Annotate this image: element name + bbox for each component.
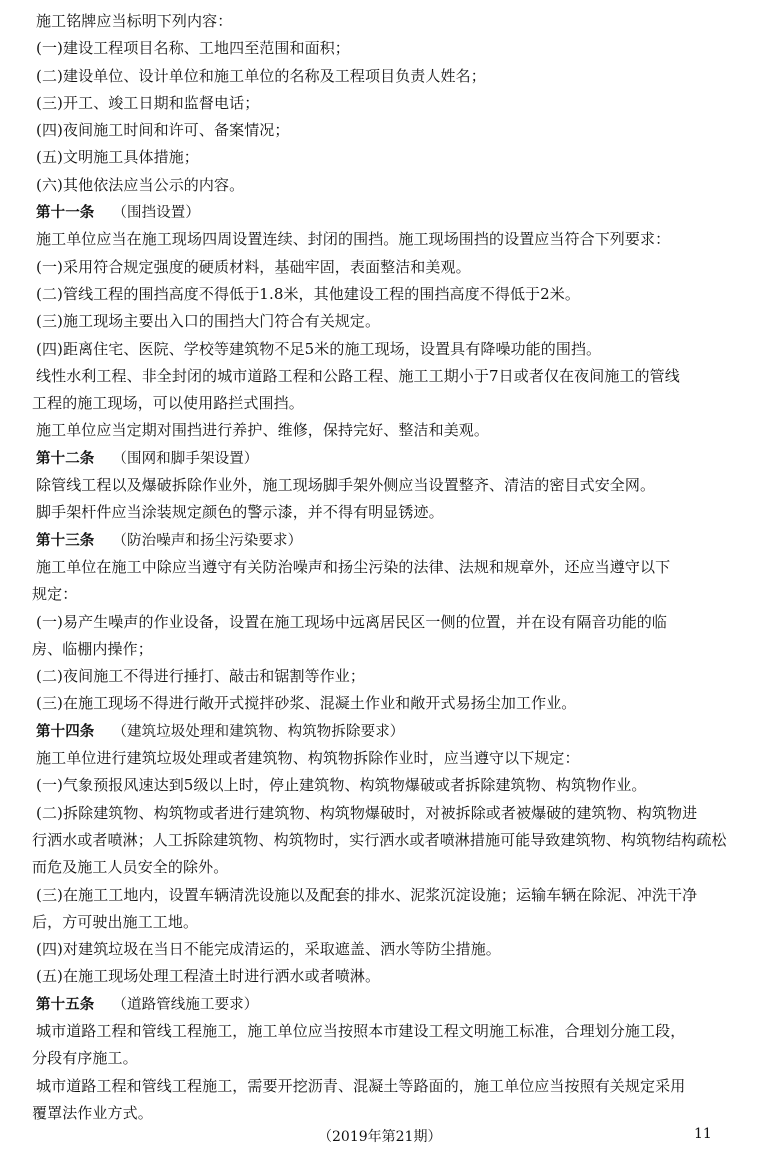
text-line: 线性水利工程、非全封闭的城市道路工程和公路工程、施工工期小于7日或者仅在夜间施工的管线 [36, 366, 680, 385]
text-line: 施工单位在施工中除应当遵守有关防治噪声和扬尘污染的法律、法规和规章外，还应当遵守以下 [36, 557, 671, 576]
text-line: (五)文明施工具体措施； [36, 148, 199, 167]
text-line: (一)采用符合规定强度的硬质材料，基础牢固，表面整洁和美观。 [36, 257, 471, 276]
text-line: (一)易产生噪声的作业设备，设置在施工现场中远离居民区一侧的位置，并在设有隔音功能的临 [36, 612, 668, 631]
page-footer [0, 1126, 766, 1148]
text-line: 城市道路工程和管线工程施工，施工单位应当按照本市建设工程文明施工标准，合理划分施工段， [36, 1021, 686, 1040]
text-line: 施工单位进行建筑垃圾处理或者建筑物、构筑物拆除作业时，应当遵守以下规定： [36, 749, 580, 768]
text-line: (六)其他依法应当公示的内容。 [36, 175, 245, 194]
text-line: 后，方可驶出施工工地。 [32, 912, 199, 931]
text-line: (四)夜间施工时间和许可、备案情况； [36, 121, 290, 140]
text-line: 施工单位应当在施工现场四周设置连续、封闭的围挡。施工现场围挡的设置应当符合下列要求： [36, 230, 671, 249]
article-title: （围网和脚手架设置） [112, 450, 259, 467]
article-heading [36, 718, 752, 745]
text-line: (三)施工现场主要出入口的围挡大门符合有关规定。 [36, 312, 381, 331]
article-number: 第十一条 [36, 205, 95, 222]
text-line: 行洒水或者喷淋；人工拆除建筑物、构筑物时，实行洒水或者喷淋措施可能导致建筑物、构筑物结构疏松 [32, 830, 727, 849]
text-line: (二)建设单位、设计单位和施工单位的名称及工程项目负责人姓名； [36, 66, 486, 85]
text-line: 房、临棚内操作； [32, 639, 153, 658]
text-line: 分段有序施工。 [32, 1049, 138, 1068]
text-line: (一)气象预报风速达到5级以上时，停止建筑物、构筑物爆破或者拆除建筑物、构筑物作业。 [36, 776, 647, 795]
text-line: (二)拆除建筑物、构筑物或者进行建筑物、构筑物爆破时，对被拆除或者被爆破的建筑物、构筑物进 [36, 803, 698, 822]
text-line: (三)开工、竣工日期和监督电话； [36, 93, 260, 112]
article-heading [36, 527, 752, 554]
text-line: (四)对建筑垃圾在当日不能完成清运的，采取遮盖、洒水等防尘措施。 [36, 940, 501, 959]
article-title: （防治噪声和扬尘污染要求） [112, 532, 303, 549]
text-line: 而危及施工人员安全的除外。 [32, 858, 229, 877]
text-line: (一)建设工程项目名称、工地四至范围和面积； [36, 39, 350, 58]
article-heading [36, 199, 752, 226]
text-line: 覆罩法作业方式。 [32, 1103, 153, 1122]
text-line: 城市道路工程和管线工程施工，需要开挖沥青、混凝土等路面的，施工单位应当按照有关规定采用 [36, 1076, 686, 1095]
text-line: 规定： [32, 585, 78, 604]
issue-label: （2019年第21期） [318, 1129, 442, 1145]
text-line: 施工铭牌应当标明下列内容： [36, 12, 233, 30]
article-heading [36, 991, 752, 1018]
text-line: 施工单位应当定期对围挡进行养护、维修，保持完好、整洁和美观。 [36, 421, 490, 440]
text-line: (三)在施工现场不得进行敞开式搅拌砂浆、混凝土作业和敞开式易扬尘加工作业。 [36, 694, 577, 713]
article-title: （围挡设置） [112, 205, 201, 222]
text-line: 脚手架杆件应当涂装规定颜色的警示漆，并不得有明显锈迹。 [36, 503, 444, 522]
text-line: 工程的施工现场，可以使用路拦式围挡。 [32, 394, 304, 413]
text-line: (四)距离住宅、医院、学校等建筑物不足5米的施工现场，设置具有降噪功能的围挡。 [36, 339, 602, 358]
text-line: (三)在施工工地内，设置车辆清洗设施以及配套的排水、泥浆沉淀设施；运输车辆在除泥、冲洗干净 [36, 885, 698, 904]
text-line: (二)夜间施工不得进行捶打、敲击和锯割等作业； [36, 667, 366, 686]
page-number: 11 [694, 1126, 712, 1142]
article-heading [36, 445, 752, 472]
article-number: 第十四条 [36, 723, 95, 740]
text-line: (二)管线工程的围挡高度不得低于1.8米，其他建设工程的围挡高度不得低于2米。 [36, 284, 581, 303]
article-number: 第十五条 [36, 996, 95, 1013]
text-line: 除管线工程以及爆破拆除作业外，施工现场脚手架外侧应当设置整齐、清洁的密目式安全网。 [36, 476, 656, 495]
article-title: （建筑垃圾处理和建筑物、构筑物拆除要求） [112, 723, 405, 740]
article-number: 第十三条 [36, 532, 95, 549]
text-line: (五)在施工现场处理工程渣土时进行洒水或者喷淋。 [36, 967, 381, 986]
article-title: （道路管线施工要求） [112, 996, 259, 1013]
document-body [32, 8, 752, 1127]
article-number: 第十二条 [36, 450, 95, 467]
